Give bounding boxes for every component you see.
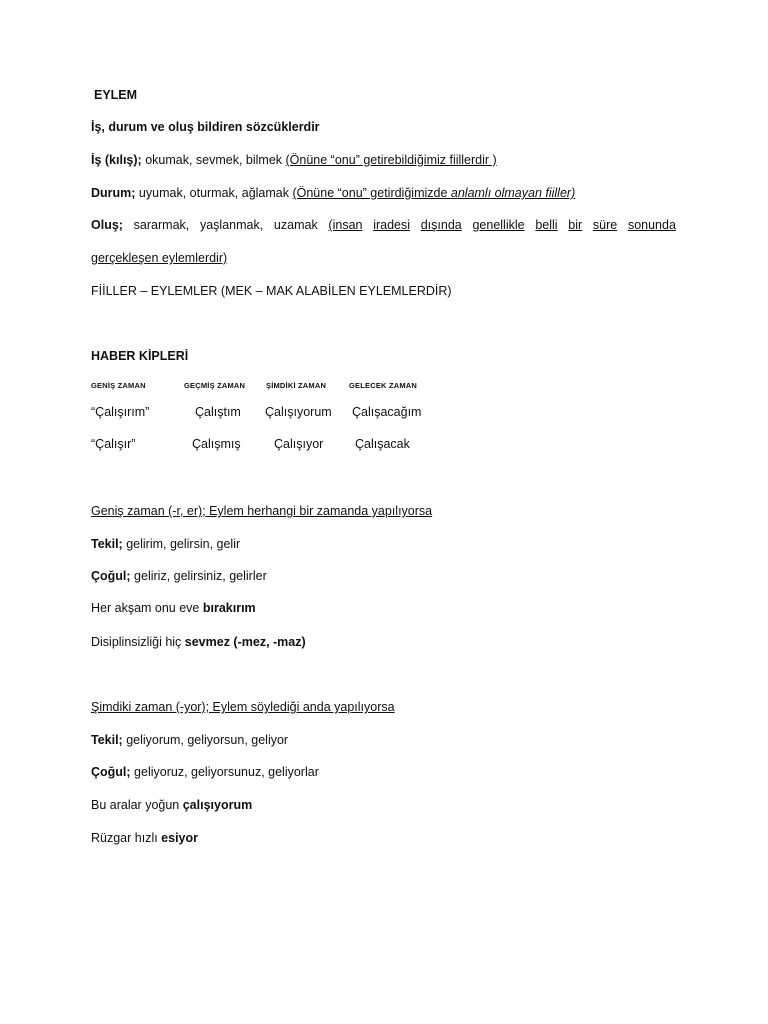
genis-example-1-verb: bırakırım <box>202 601 256 615</box>
durum-note-plain: (Önüne “onu” getirdiğimizde <box>292 186 451 200</box>
tense-header: GEÇMİŞ ZAMAN <box>184 381 246 390</box>
simdiki-example-1 <box>91 797 252 813</box>
durum-note-italic: anlamlı olmayan fiiller) <box>450 186 576 200</box>
is-examples: okumak, sevmek, bilmek <box>141 153 286 167</box>
olus-word: (insan <box>328 218 363 232</box>
genis-cogul-label: Çoğul; <box>91 569 131 583</box>
olus-word: sararmak, <box>133 218 190 232</box>
is-line <box>91 152 497 168</box>
simdiki-example-2 <box>91 830 198 846</box>
genis-cogul-line <box>91 568 267 584</box>
tense-cell: Çalıştım <box>195 405 241 419</box>
genis-tekil-label: Tekil; <box>91 537 123 551</box>
olus-word: genellikle <box>472 218 525 232</box>
genis-example-1-text: Her akşam onu eve <box>91 601 203 615</box>
olus-word: dışında <box>420 218 462 232</box>
genis-tekil-line <box>91 536 240 552</box>
simdiki-tekil-label: Tekil; <box>91 733 123 747</box>
tense-cell: Çalışıyor <box>274 437 324 451</box>
definition-line: İş, durum ve oluş bildiren sözcüklerdir <box>91 120 320 134</box>
simdiki-example-2-text: Rüzgar hızlı <box>91 831 162 845</box>
simdiki-tekil-forms: geliyorum, geliyorsun, geliyor <box>122 733 289 747</box>
olus-word: süre <box>592 218 618 232</box>
tense-cell: Çalışmış <box>192 437 241 451</box>
durum-line <box>91 185 575 201</box>
olus-word: uzamak <box>273 218 318 232</box>
fiiller-line: FİİLLER – EYLEMLER (MEK – MAK ALABİLEN EYLEMLERDİR) <box>91 284 452 298</box>
simdiki-cogul-line <box>91 764 319 780</box>
genis-example-2-verb: sevmez (-mez, -maz) <box>184 635 306 649</box>
genis-example-1 <box>91 600 256 616</box>
tense-header: GELECEK ZAMAN <box>349 381 418 390</box>
olus-word: iradesi <box>373 218 411 232</box>
genis-tekil-forms: gelirim, gelirsin, gelir <box>122 537 241 551</box>
simdiki-cogul-label: Çoğul; <box>91 765 131 779</box>
tense-cell: Çalışacak <box>355 437 410 451</box>
tense-cell: Çalışıyorum <box>265 405 332 419</box>
olus-continuation: gerçekleşen eylemlerdir) <box>91 251 228 265</box>
simdiki-example-1-verb: çalışıyorum <box>182 798 253 812</box>
olus-word: Oluş; <box>91 218 123 232</box>
genis-example-2-text: Disiplinsizliği hiç <box>91 635 185 649</box>
durum-label: Durum; <box>91 186 136 200</box>
haber-kipleri-heading: HABER KİPLERİ <box>91 349 189 363</box>
simdiki-example-1-text: Bu aralar yoğun <box>91 798 183 812</box>
simdiki-heading: Şimdiki zaman (-yor); Eylem söylediği anda yapılıyorsa <box>91 700 395 714</box>
olus-word: belli <box>535 218 558 232</box>
tense-header: GENİŞ ZAMAN <box>91 381 146 390</box>
durum-examples: uyumak, oturmak, ağlamak <box>135 186 293 200</box>
genis-heading: Geniş zaman (-r, er); Eylem herhangi bir zamanda yapılıyorsa <box>91 504 433 518</box>
durum-note <box>292 186 575 200</box>
olus-word: bir <box>568 218 583 232</box>
tense-header: ŞİMDİKİ ZAMAN <box>266 381 327 390</box>
olus-word: yaşlanmak, <box>199 218 264 232</box>
tense-cell: “Çalışır” <box>91 437 136 451</box>
is-note: (Önüne “onu” getirebildiğimiz fiillerdir ) <box>285 153 497 167</box>
genis-cogul-forms: geliriz, gelirsiniz, gelirler <box>130 569 267 583</box>
tense-cell: “Çalışırım” <box>91 405 150 419</box>
is-label: İş (kılış); <box>91 153 142 167</box>
tense-cell: Çalışacağım <box>352 405 422 419</box>
olus-word: sonunda <box>627 218 676 232</box>
simdiki-tekil-line <box>91 732 288 748</box>
simdiki-cogul-forms: geliyoruz, geliyorsunuz, geliyorlar <box>130 765 319 779</box>
genis-example-2 <box>91 634 306 650</box>
simdiki-example-2-verb: esiyor <box>161 831 199 845</box>
olus-line <box>91 217 676 233</box>
page-title: EYLEM <box>94 88 138 102</box>
